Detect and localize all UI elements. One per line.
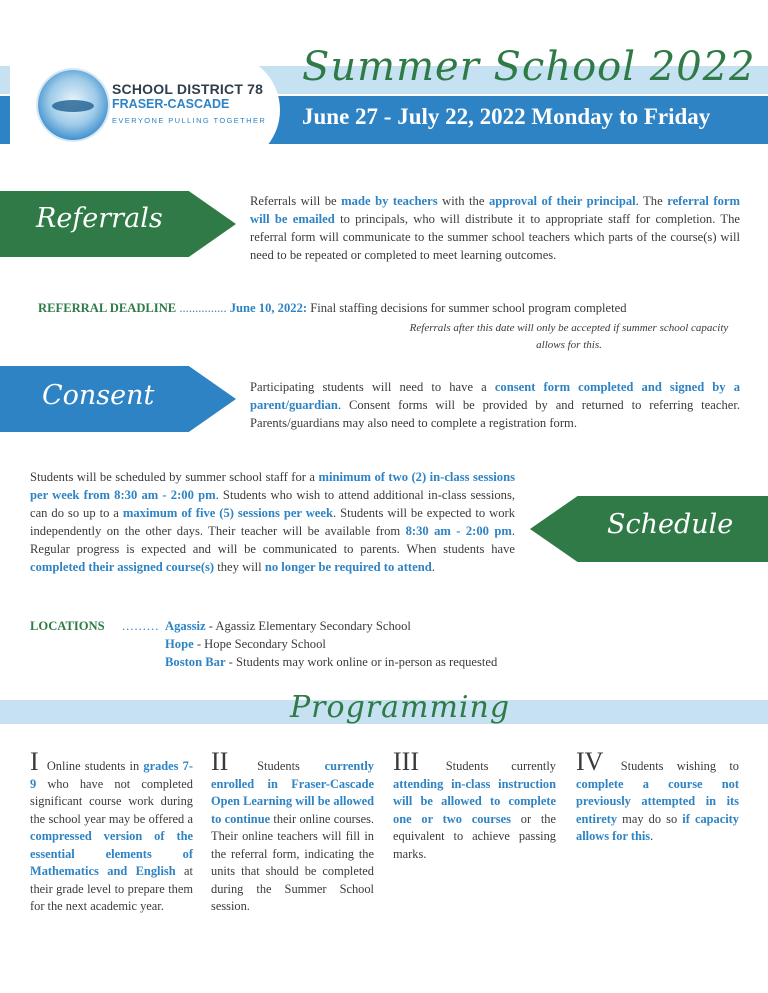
- highlight-text: if capacity allows for this: [576, 811, 739, 843]
- text-run: . Students who wish to attend additional in-class sessions, can do so up to a: [30, 488, 515, 520]
- text-run: . Students will be expected to work independently on the other days. Their teacher will be available from: [30, 506, 516, 538]
- locations-label: LOCATIONS: [30, 619, 105, 633]
- schedule-paragraph: [30, 468, 515, 576]
- text-run: Online students in: [42, 759, 144, 773]
- consent-paragraph: [250, 378, 740, 432]
- text-run: Students will be scheduled by summer school staff for a: [30, 470, 319, 484]
- location-item: [165, 619, 411, 634]
- referrals-heading: Referrals: [36, 203, 163, 234]
- roman-numeral: III: [393, 747, 419, 776]
- highlight-text: consent form completed and signed by a parent/guardian: [250, 380, 740, 412]
- text-run: . The: [635, 194, 668, 208]
- logo-district-name: SCHOOL DISTRICT 78: [112, 81, 264, 97]
- text-run: to principals, who will distribute it to appropriate staff for completion. The referral form will communicate to the summer school teachers which parts of the course(s) will need to be repeated or completed to meet learning outcomes.: [250, 212, 740, 262]
- program-dates: June 27 - July 22, 2022 Monday to Friday: [302, 104, 711, 129]
- location-description: - Hope Secondary School: [193, 637, 326, 651]
- highlight-text: no longer be required to attend: [264, 560, 432, 574]
- highlight-text: complete a course not previously attempted in its entirety: [576, 776, 739, 826]
- text-run: . Regular progress is expected and will be communicated to parents. When students have: [30, 524, 515, 556]
- text-run: or the equivalent to achieve passing marks.: [393, 811, 557, 861]
- location-name: Hope: [165, 637, 194, 651]
- text-run: .: [650, 829, 654, 843]
- highlight-text: compressed version of the essential elements of Mathematics and English: [30, 829, 193, 878]
- text-run: their online courses. Their online teachers will fill in the referral form, indicating the units that should be completed during the Summer School session.: [211, 811, 375, 913]
- dot-leader: ...............: [176, 301, 230, 315]
- roman-numeral: II: [211, 747, 229, 776]
- highlight-text: made by teachers: [341, 194, 438, 208]
- programming-column-3: [393, 747, 557, 863]
- referrals-paragraph: [250, 192, 740, 264]
- highlight-text: currently enrolled in Fraser-Cascade Open Learning will be allowed to continue: [211, 759, 374, 826]
- programming-column-1: [30, 747, 194, 916]
- programming-column-2: [211, 747, 375, 916]
- text-run: with the: [437, 194, 489, 208]
- text-run: at their grade level to prepare them for the next academic year.: [30, 864, 194, 913]
- highlight-text: 8:30 am - 2:00 pm: [405, 524, 512, 538]
- text-run: Students: [232, 759, 325, 773]
- text-run: who have not completed significant course work during the school year may be offered a: [30, 776, 193, 826]
- text-run: Referrals will be: [250, 194, 342, 208]
- programming-heading: Programming: [290, 690, 511, 725]
- deadline-label: REFERRAL DEADLINE: [38, 301, 177, 315]
- programming-column-4: [576, 747, 739, 846]
- text-run: may do so: [617, 811, 683, 826]
- text-run: Participating students will need to have a: [250, 380, 495, 394]
- highlight-text: maximum of five (5) sessions per week: [122, 506, 333, 520]
- text-run: Students wishing to: [607, 759, 739, 773]
- dot-leader: .........: [122, 619, 160, 633]
- location-description: - Students may work online or in-person as requested: [225, 655, 498, 669]
- schedule-heading: Schedule: [607, 509, 734, 540]
- text-run: they will: [214, 560, 265, 574]
- deadline-description: Final staffing decisions for summer school program completed: [307, 301, 627, 315]
- highlight-text: completed their assigned course(s): [30, 560, 215, 574]
- highlight-text: minimum of two (2) in-class sessions per week from 8:30 am - 2:00 pm: [30, 470, 515, 502]
- location-description: - Agassiz Elementary Secondary School: [205, 619, 411, 633]
- roman-numeral: I: [30, 747, 39, 776]
- deadline-note: Referrals after this date will only be accepted if summer school capacity allows for this.: [409, 322, 729, 351]
- location-item: [165, 637, 326, 652]
- deadline-date: June 10, 2022:: [229, 301, 308, 315]
- page-title: Summer School 2022: [302, 44, 756, 90]
- text-run: .: [431, 560, 435, 574]
- consent-heading: Consent: [42, 380, 155, 411]
- logo-tagline: EVERYONE PULLING TOGETHER: [112, 116, 267, 125]
- text-run: Students currently: [422, 759, 556, 773]
- location-item: [165, 655, 497, 670]
- highlight-text: approval of their principal: [488, 194, 636, 208]
- highlight-text: referral form will be emailed: [250, 194, 740, 226]
- roman-numeral: IV: [576, 747, 604, 776]
- text-run: . Consent forms will be provided by and returned to referring teacher. Parents/guardians may also need to complete a registration form.: [250, 398, 740, 430]
- location-name: Agassiz: [165, 619, 206, 633]
- highlight-text: grades 7-9: [30, 759, 193, 791]
- referral-deadline-row: [38, 301, 627, 316]
- logo-emblem-detail: [52, 100, 94, 112]
- location-name: Boston Bar: [165, 655, 226, 669]
- highlight-text: attending in-class instruction will be allowed to complete one or two courses: [393, 776, 556, 826]
- logo-district-region: FRASER-CASCADE: [112, 97, 230, 111]
